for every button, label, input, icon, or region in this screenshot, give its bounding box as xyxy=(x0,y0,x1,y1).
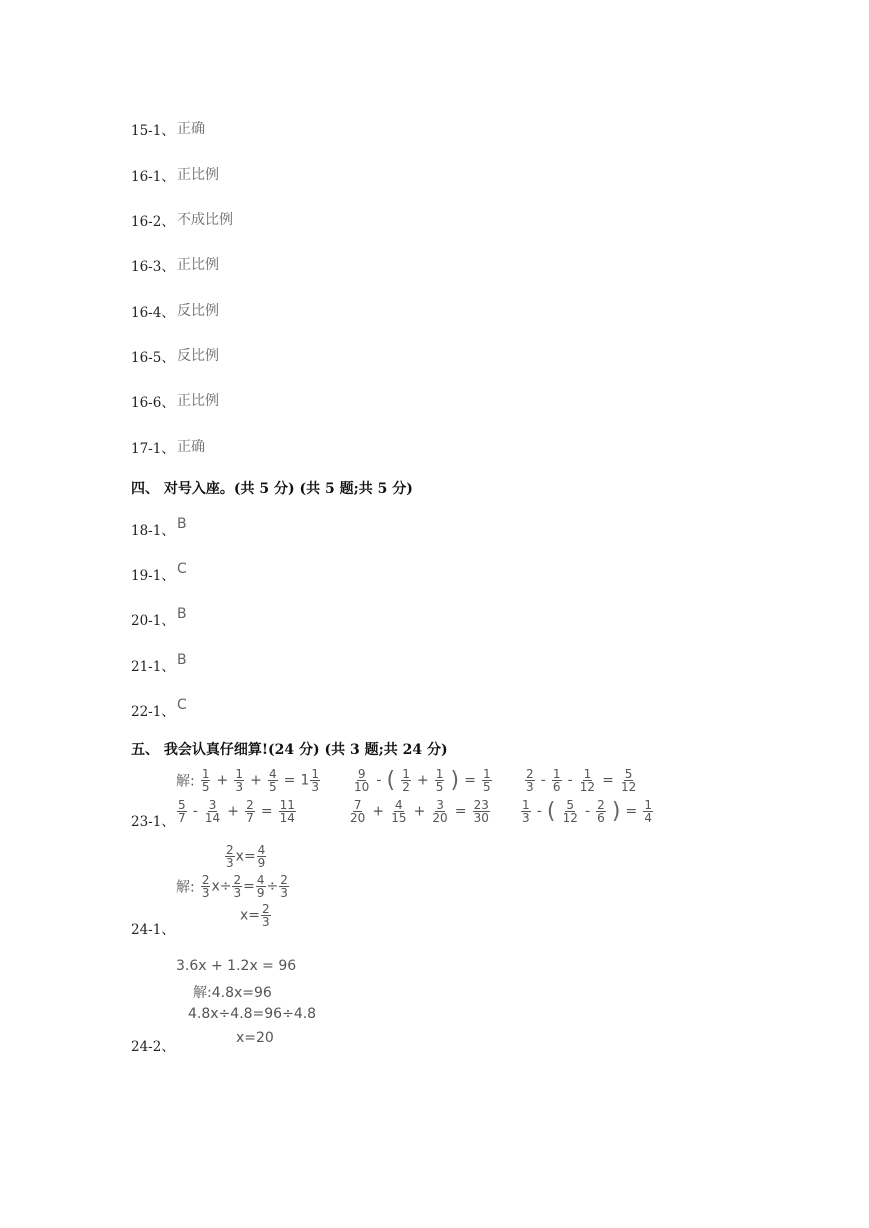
plus-sign: + xyxy=(413,803,426,820)
section-heading: 四、 对号入座。(共 5 分) (共 5 题;共 5 分) xyxy=(131,481,413,497)
fraction: $\frac{2}{3}$ xyxy=(280,873,288,900)
equation-line xyxy=(224,844,267,869)
calculation-line xyxy=(524,768,638,793)
answer-row xyxy=(131,394,175,412)
fraction: $\frac{1}{5}$ xyxy=(483,767,491,794)
question-number: 22-1、 xyxy=(131,704,175,720)
solution-label: 解: xyxy=(176,773,195,790)
answer-text: 正确 xyxy=(177,439,205,455)
fraction: $\frac{1}{3}$ xyxy=(311,767,320,794)
equation-line: 3.6x + 1.2x = 96 xyxy=(176,958,297,974)
fraction: $\frac{2}{3}$ xyxy=(526,767,534,794)
fraction: $\frac{7}{20}$ xyxy=(350,798,366,825)
answer-row xyxy=(131,1038,175,1056)
equals-sign: = xyxy=(464,772,476,789)
minus-sign: - xyxy=(192,803,198,820)
calculation-line xyxy=(176,768,321,793)
calculation-line xyxy=(352,768,493,793)
fraction: $\frac{2}{3}$ xyxy=(226,843,234,870)
equation-line: 解:4.8x=96 xyxy=(193,985,272,1001)
minus-sign: - xyxy=(584,803,591,820)
answer-text: 正确 xyxy=(177,121,205,137)
fraction: $\frac{1}{3}$ xyxy=(522,798,530,825)
question-number: 16-2、 xyxy=(131,214,175,230)
divide-sign: ÷ xyxy=(266,878,279,895)
question-number: 20-1、 xyxy=(131,613,175,629)
answer-row xyxy=(131,122,175,140)
answer-row xyxy=(131,349,175,367)
question-number: 19-1、 xyxy=(131,568,175,584)
answer-row xyxy=(131,703,175,721)
answer-row xyxy=(131,522,175,540)
plus-sign: + xyxy=(216,772,229,789)
fraction: $\frac{1}{5}$ xyxy=(435,767,444,794)
equals-sign: = xyxy=(243,848,256,865)
fraction: $\frac{4}{9}$ xyxy=(257,843,266,870)
equals-sign: = xyxy=(243,878,255,895)
answer-text: B xyxy=(177,652,187,668)
answer-row xyxy=(131,304,175,322)
fraction: $\frac{1}{3}$ xyxy=(235,767,244,794)
fraction: $\frac{4}{5}$ xyxy=(268,767,277,794)
question-number: 16-4、 xyxy=(131,305,175,321)
equals-sign: = xyxy=(454,803,467,820)
fraction: $\frac{1}{5}$ xyxy=(201,767,210,794)
plus-sign: + xyxy=(227,803,239,820)
answer-row xyxy=(131,813,175,831)
fraction: $\frac{1}{2}$ xyxy=(402,767,410,794)
answer-row xyxy=(131,921,175,939)
answer-row xyxy=(131,213,175,231)
fraction: $\frac{4}{15}$ xyxy=(391,798,407,825)
fraction: $\frac{5}{12}$ xyxy=(562,798,578,825)
answer-text: C xyxy=(177,697,187,713)
answer-row xyxy=(131,612,175,630)
minus-sign: - xyxy=(536,803,542,820)
answer-text: 不成比例 xyxy=(177,212,233,228)
question-number: 18-1、 xyxy=(131,523,175,539)
calculation-line xyxy=(520,799,654,824)
fraction: $\frac{2}{3}$ xyxy=(262,902,270,929)
question-number: 24-1、 xyxy=(131,922,175,938)
question-number: 15-1、 xyxy=(131,123,175,139)
equation-line: 4.8x÷4.8=96÷4.8 xyxy=(188,1006,317,1022)
fraction: $\frac{3}{14}$ xyxy=(204,798,221,825)
plus-sign: + xyxy=(372,803,385,820)
variable: x xyxy=(235,848,244,865)
question-number: 16-1、 xyxy=(131,169,175,185)
fraction: $\frac{11}{14}$ xyxy=(279,798,295,825)
question-number: 23-1、 xyxy=(131,814,175,830)
fraction: $\frac{2}{3}$ xyxy=(233,873,242,900)
fraction: $\frac{1}{4}$ xyxy=(644,798,652,825)
fraction: $\frac{23}{30}$ xyxy=(473,798,489,825)
answer-row xyxy=(131,440,175,458)
fraction: $\frac{1}{12}$ xyxy=(579,767,596,794)
fraction: $\frac{9}{10}$ xyxy=(354,767,370,794)
question-number: 21-1、 xyxy=(131,659,175,675)
question-number: 16-3、 xyxy=(131,259,175,275)
variable-equals: x= xyxy=(240,907,261,924)
equals-sign: = xyxy=(283,772,296,789)
solution-label: 解: xyxy=(176,879,195,896)
equation-line xyxy=(176,874,290,899)
fraction: $\frac{2}{7}$ xyxy=(246,798,254,825)
equation-line xyxy=(240,903,272,928)
fraction: $\frac{1}{6}$ xyxy=(552,767,561,794)
answer-text: 正比例 xyxy=(177,167,219,183)
section-heading: 五、 我会认真仔细算!(24 分) (共 3 题;共 24 分) xyxy=(131,742,448,758)
question-number: 16-5、 xyxy=(131,350,175,366)
mixed-integer: 1 xyxy=(300,772,310,789)
fraction: $\frac{2}{6}$ xyxy=(597,798,605,825)
answer-row xyxy=(131,258,175,276)
question-number: 16-6、 xyxy=(131,395,175,411)
fraction: $\frac{2}{3}$ xyxy=(201,873,210,900)
answer-text: B xyxy=(177,516,187,532)
fraction: $\frac{5}{12}$ xyxy=(620,767,637,794)
plus-sign: + xyxy=(250,772,262,789)
fraction: $\frac{3}{20}$ xyxy=(432,798,448,825)
equals-sign: = xyxy=(260,803,273,820)
right-paren: ) xyxy=(611,799,621,824)
equals-sign: = xyxy=(602,772,614,789)
plus-sign: + xyxy=(416,772,429,789)
question-number: 24-2、 xyxy=(131,1039,175,1055)
answer-row xyxy=(131,168,175,186)
calculation-line xyxy=(348,799,491,824)
minus-sign: - xyxy=(540,772,546,789)
left-paren: ( xyxy=(546,799,556,824)
answer-text: 反比例 xyxy=(177,303,219,319)
fraction: $\frac{5}{7}$ xyxy=(178,798,186,825)
minus-sign: - xyxy=(376,772,382,789)
equals-sign: = xyxy=(625,803,638,820)
calculation-line xyxy=(176,799,297,824)
minus-sign: - xyxy=(567,772,573,789)
right-paren: ) xyxy=(450,768,460,793)
answer-text: C xyxy=(177,561,187,577)
divide-sign: ÷ xyxy=(219,878,232,895)
answer-text: 反比例 xyxy=(177,348,219,364)
answer-row xyxy=(131,658,175,676)
variable: x xyxy=(211,878,220,895)
left-paren: ( xyxy=(386,768,396,793)
answer-text: B xyxy=(177,606,187,622)
answer-text: 正比例 xyxy=(177,257,219,273)
answer-text: 正比例 xyxy=(177,393,219,409)
equation-line: x=20 xyxy=(236,1030,274,1046)
fraction: $\frac{4}{9}$ xyxy=(256,873,265,900)
question-number: 17-1、 xyxy=(131,441,175,457)
answer-row xyxy=(131,567,175,585)
